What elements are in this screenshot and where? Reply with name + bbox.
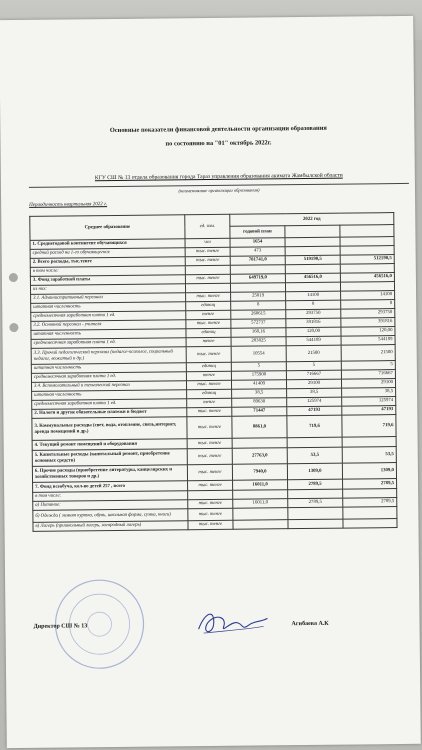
row-name: среднемесячная заработная плата 1 ед. xyxy=(31,372,186,383)
row-value-2 xyxy=(288,519,343,529)
document-page xyxy=(0,16,421,748)
row-value-3: 21500 xyxy=(341,345,395,362)
punch-hole xyxy=(9,323,18,332)
row-name: 3. Фонд заработной платы xyxy=(30,275,185,286)
row-unit xyxy=(185,283,230,292)
row-value-2: 53,5 xyxy=(287,447,342,464)
row-value-3: 29100 xyxy=(341,379,395,389)
row-name: 3.4. Вспомогательный и технический персонал xyxy=(31,381,186,392)
row-name: 3. Коммунальные расходы (свет, вода, отопление, связь,интернет, аренда помещений и др.) xyxy=(32,417,187,441)
row-unit: тыс. тенге xyxy=(185,274,230,283)
row-unit: тенге xyxy=(187,398,232,407)
row-name: 2. Всего расходы, тыс.тенге xyxy=(30,257,185,268)
director-title: Директор СШ № 13 xyxy=(33,623,88,630)
row-name: 4. Текущий ремонт помещений и оборудования xyxy=(32,439,187,451)
row-value-2: 21500 xyxy=(286,345,341,362)
row-value-plan: 8 xyxy=(231,301,286,311)
row-unit xyxy=(188,490,233,499)
row-value-plan: 572737 xyxy=(231,319,286,329)
row-unit: тенге xyxy=(186,310,231,319)
row-value-2: 293750 xyxy=(286,309,341,319)
doc-date: по состоянию на "01" октябрь 2022г. xyxy=(165,139,272,148)
row-unit: тыс. тенге xyxy=(187,407,232,416)
col-header-4 xyxy=(285,225,340,238)
col-header-name: Среднее образование xyxy=(30,215,185,241)
row-name: 3.2. Основной персонал - учителя xyxy=(31,320,186,331)
row-value-plan: 1654 xyxy=(230,238,285,248)
row-value-plan: 16011,0 xyxy=(233,480,288,491)
row-value-2 xyxy=(287,437,342,448)
period-label: Периодичность квартальная 2022 г. xyxy=(29,202,108,208)
row-value-3: 38,5 xyxy=(342,388,396,398)
row-unit: тыс. тенге xyxy=(185,247,230,256)
row-value-2: 38,5 xyxy=(287,388,342,398)
row-value-plan: 16011,0 xyxy=(233,499,288,509)
row-name: штатная численность xyxy=(31,329,186,340)
row-value-2: 544189 xyxy=(286,336,341,346)
col-header-year: 2022 год xyxy=(230,213,394,227)
row-value-2: 125974 xyxy=(287,397,342,407)
row-unit: единиц xyxy=(186,362,231,371)
row-value-2: 14100 xyxy=(286,291,341,301)
row-unit: единиц xyxy=(186,301,231,310)
row-name: штатная численность xyxy=(31,363,186,374)
row-value-3: 544189 xyxy=(341,336,395,346)
row-value-2: 1309,0 xyxy=(287,463,342,480)
row-name: штатная численность xyxy=(32,390,187,401)
row-value-3: 2789,5 xyxy=(343,479,397,490)
row-unit: тыс. тенге xyxy=(186,319,231,328)
row-value-plan: 168,16 xyxy=(231,328,286,338)
row-value-3: 2789,5 xyxy=(343,498,397,508)
row-name: б) Одежда ( зимняя куртка, обувь, школьная форма, сумка, книги) xyxy=(33,509,188,523)
row-value-2: 29100 xyxy=(286,379,341,389)
row-name: 1. Среднегодовой контингент обучающихся xyxy=(30,239,185,250)
row-value-plan xyxy=(232,438,287,449)
row-name: в том числе: xyxy=(30,266,185,277)
row-unit: единиц xyxy=(186,328,231,337)
row-value-3: 512190,5 xyxy=(340,255,394,265)
row-value-plan: 71447 xyxy=(232,407,287,417)
row-name: 7. Фонд всеобуча, кол-во детей 257 , всего xyxy=(33,481,188,493)
row-value-2 xyxy=(288,507,343,520)
row-name: средний расход на 1-го обучающегося xyxy=(30,248,185,259)
row-value-2: 519190,5 xyxy=(285,255,340,265)
row-value-3: 53,5 xyxy=(342,447,396,464)
row-name: а) Питание: xyxy=(33,500,188,511)
row-name: из них: xyxy=(30,284,185,295)
row-name: в) Лагерь (пришкольный лагерь, загородный лагерь) xyxy=(33,521,188,532)
punch-hole xyxy=(9,273,18,282)
table-body xyxy=(30,237,397,532)
row-value-plan: 175900 xyxy=(231,371,286,381)
row-value-plan: 41409 xyxy=(231,380,286,390)
row-unit: тыс. тенге xyxy=(187,416,232,438)
financial-table xyxy=(29,212,397,532)
row-name: в том числе: xyxy=(33,491,188,502)
organization-name: КГУ СШ № 13 отдела образования города Тараз управления образования акимата Жамбылской области xyxy=(94,172,343,182)
row-value-plan: 781741,0 xyxy=(230,256,285,266)
row-value-3: 1309,0 xyxy=(342,463,396,480)
row-value-2: 2789,5 xyxy=(288,498,343,508)
row-value-3: 125974 xyxy=(342,397,396,407)
row-value-3: 719,6 xyxy=(342,415,396,438)
row-value-2: 120,00 xyxy=(286,327,341,337)
row-value-3: 391816 xyxy=(341,318,395,328)
row-value-plan: 38,5 xyxy=(232,389,287,399)
row-unit: тыс. тенге xyxy=(187,438,232,448)
row-value-3: 8 xyxy=(341,300,395,310)
row-unit: тыс. тенге xyxy=(185,256,230,265)
row-unit: тыс. тенге xyxy=(187,448,232,464)
row-unit: тенге xyxy=(186,371,231,380)
row-name: 6. Прочие расходы (приобретение литературы, канцелярских и хозяйственных товаров и др.) xyxy=(32,465,187,483)
row-unit: тыс. тенге xyxy=(188,508,233,520)
row-value-2: 8 xyxy=(286,300,341,310)
row-value-plan: 649719,0 xyxy=(230,274,285,284)
row-unit: тенге xyxy=(186,337,231,346)
row-unit: чел xyxy=(185,238,230,247)
row-value-plan: 25019 xyxy=(231,292,286,302)
handwritten-signature xyxy=(193,602,273,643)
col-header-unit: ед. изм. xyxy=(185,214,230,238)
row-name: среднемесячная заработная плата 1 ед. xyxy=(31,338,186,349)
row-value-3: 716667 xyxy=(341,370,395,380)
row-value-plan: 89630 xyxy=(232,398,287,408)
row-name: 3.3. Прочий педагогический персонал (педагог-психолог, социальный педагог, вожатый и др.) xyxy=(31,347,186,365)
doc-title: Основные показатели финансовой деятельности организации образования xyxy=(109,124,327,135)
row-value-plan xyxy=(233,520,288,530)
row-name: штатная численность xyxy=(31,302,186,313)
row-unit: тыс. тенге xyxy=(188,499,233,508)
row-value-plan xyxy=(233,508,288,521)
row-name: 3.1. Административный персонал xyxy=(31,293,186,304)
row-value-plan: 7940,0 xyxy=(232,464,287,481)
row-value-2: 716667 xyxy=(286,370,341,380)
row-unit: тыс. тенге xyxy=(188,480,233,490)
row-unit xyxy=(185,265,230,274)
row-name: 2. Налоги и другие обязательные платежи в бюджет xyxy=(32,408,187,419)
row-value-3: 5 xyxy=(341,361,395,371)
row-value-plan: 5 xyxy=(231,362,286,372)
row-value-2: 47193 xyxy=(287,406,342,416)
signer-name: Агибаева А.К xyxy=(291,620,329,628)
row-value-3: 120,00 xyxy=(341,327,395,337)
row-value-plan: 283825 xyxy=(231,337,286,347)
row-value-3 xyxy=(342,437,396,448)
row-unit: тыс. тенге xyxy=(188,520,233,529)
row-value-3 xyxy=(343,507,397,520)
row-name: среднемесячная заработная плата 1 ед. xyxy=(31,311,186,322)
row-value-3: 47193 xyxy=(342,406,396,416)
row-value-2: 391816 xyxy=(286,318,341,328)
row-value-plan: 473 xyxy=(230,247,285,257)
row-value-3: 456516,0 xyxy=(340,273,394,283)
row-value-plan: 27763,0 xyxy=(232,448,287,465)
row-unit: тыс. тенге xyxy=(186,292,231,301)
row-value-plan: 8861,0 xyxy=(232,416,287,439)
organization-note: (наименование организации образования) xyxy=(178,187,260,194)
row-unit: тыс. тенге xyxy=(186,346,231,362)
row-value-3: 14100 xyxy=(341,291,395,301)
row-unit: тыс. тенге xyxy=(187,464,232,480)
row-value-plan: 10554 xyxy=(231,346,286,363)
col-header-5 xyxy=(340,225,394,238)
row-value-2: 456516,0 xyxy=(285,273,340,283)
row-value-plan: 260615 xyxy=(231,310,286,320)
row-unit: единиц xyxy=(187,389,232,398)
row-value-3 xyxy=(343,519,397,529)
row-value-2: 5 xyxy=(286,361,341,371)
col-header-plan: годовой план xyxy=(230,226,285,239)
row-value-2: 719,6 xyxy=(287,415,342,438)
row-name: среднемесячная заработная плата 1 ед. xyxy=(32,399,187,410)
row-unit: тыс. тенге xyxy=(186,380,231,389)
row-value-2: 2789,5 xyxy=(288,479,343,490)
row-value-3: 293750 xyxy=(341,309,395,319)
row-name: 5. Капитальные расходы (капитальный ремонт, приобретение основных средств) xyxy=(32,449,187,467)
